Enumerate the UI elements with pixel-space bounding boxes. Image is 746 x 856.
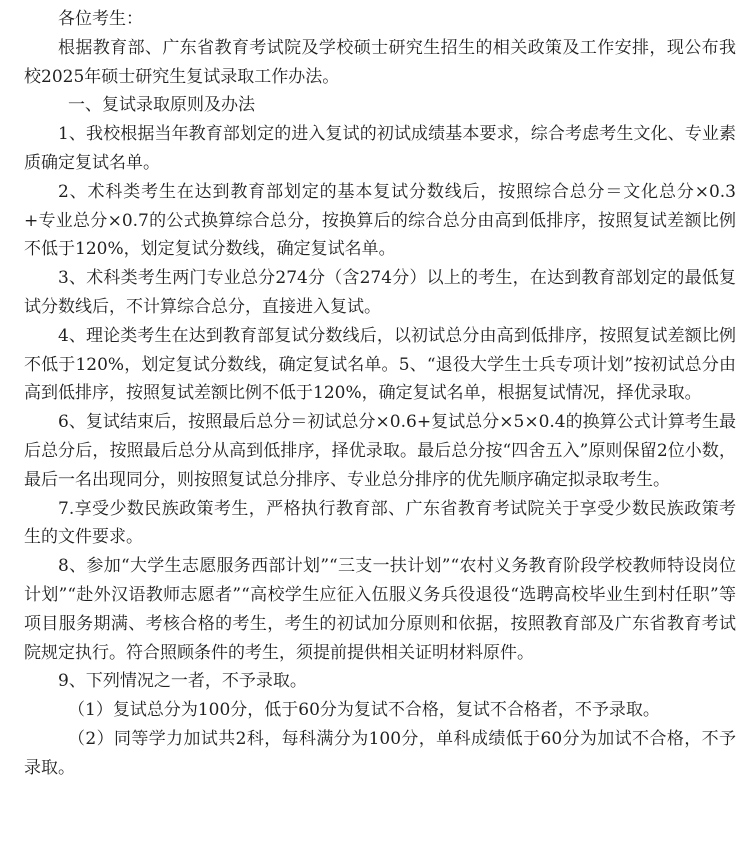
- rule-paragraph-8: 8、参加“大学生志愿服务西部计划”“三支一扶计划”“农村义务教育阶段学校教师特设岗位计划”“赴外汉语教师志愿者”“高校学生应征入伍服义务兵役退役“选聘高校毕业生到村任职”等项目服务期满、考核合格的考生，考生的初试加分原则和依据，按照教育部及广东省教育考试院规定执行。符合照顾条件的考生，须提前提供相关证明材料原件。: [24, 556, 736, 663]
- rule-paragraph-3: 3、术科类考生两门专业总分274分（含274分）以上的考生，在达到教育部划定的最低复试分数线后，不计算综合总分，直接进入复试。: [24, 268, 736, 317]
- greeting: 各位考生：: [58, 9, 143, 29]
- section-heading: 一、复试录取原则及办法: [68, 95, 255, 116]
- rule-paragraph-7: 7.享受少数民族政策考生，严格执行教育部、广东省教育考试院关于享受少数民族政策考生的文件要求。: [24, 498, 736, 548]
- rule-paragraph-1: 1、我校根据当年教育部划定的进入复试的初试成绩基本要求，综合考虑考生文化、专业素质确定复试名单。: [24, 124, 736, 173]
- sub-item-2: （2）同等学力加试共2科，每科满分为100分，单科成绩低于60分为加试不合格，不予录取。: [24, 728, 736, 778]
- rule-paragraph-2: 2、术科类考生在达到教育部划定的基本复试分数线后，按照综合总分＝文化总分×0.3+专业总分×0.7的公式换算综合总分，按换算后的综合总分由高到低排序，按照复试差额比例不低于120%，划定复试分数线，确定复试名单。: [24, 181, 736, 260]
- rule-paragraph-9: 9、下列情况之一者，不予录取。: [58, 671, 307, 692]
- intro-paragraph: 根据教育部、广东省教育考试院及学校硕士研究生招生的相关政策及工作安排，现公布我校2025年硕士研究生复试录取工作办法。: [24, 37, 736, 87]
- rule-paragraph-6: 6、复试结束后，按照最后总分＝初试总分×0.6+复试总分×5×0.4的换算公式计算考生最后总分后，按照最后总分从高到低排序，择优录取。最后总分按“四舍五入”原则保留2位小数，最后一名出现同分，则按照复试总分排序、专业总分排序的优先顺序确定拟录取考生。: [24, 412, 736, 490]
- rule-paragraph-4-5: 4、理论类考生在达到教育部复试分数线后，以初试总分由高到低排序，按照复试差额比例不低于120%，划定复试分数线，确定复试名单。5、“退役大学生士兵专项计划”按初试总分由高到低排序，按照复试差额比例不低于120%，确定复试名单，根据复试情况，择优录取。: [24, 325, 736, 404]
- sub-item-1: （1）复试总分为100分，低于60分为复试不合格，复试不合格者，不予录取。: [68, 700, 660, 721]
